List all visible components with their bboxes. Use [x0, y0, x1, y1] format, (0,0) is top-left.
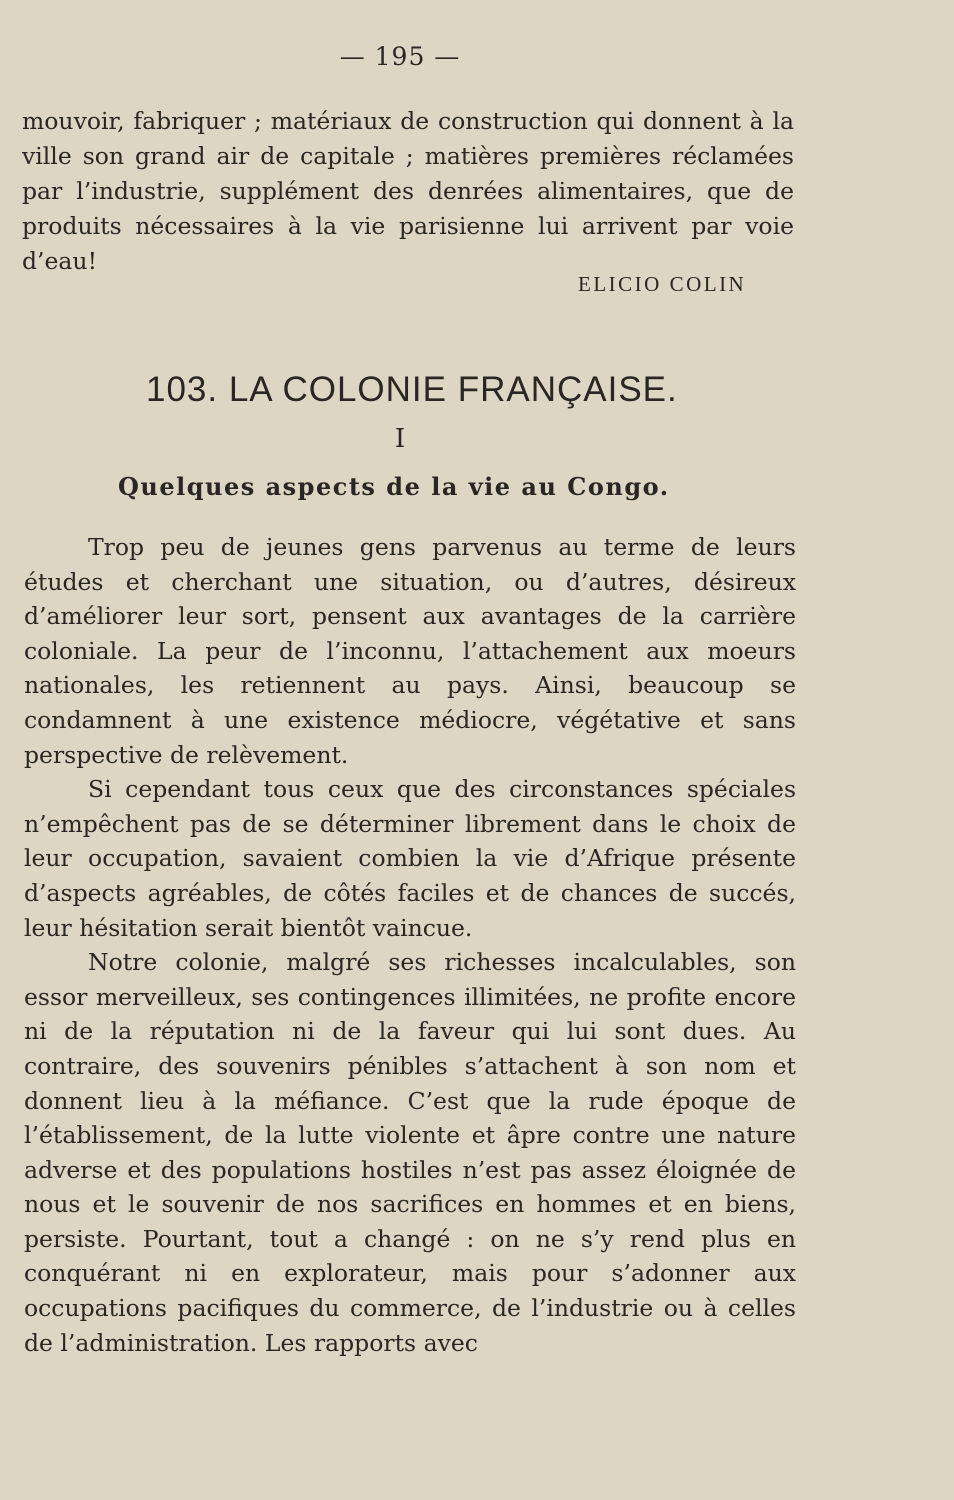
body-paragraph-2: Si cependant tous ceux que des circonstances spéciales n’empêchent pas de se déterminer librement dans le choix de leur occupation, savaient combien la vie d’Afrique présente d’aspects agréables, de côtés faciles et de chances de succés, leur hésitation serait bientôt vaincue.	[24, 775, 796, 942]
chapter-subtitle: Quelques aspects de la vie au Congo.	[118, 472, 670, 501]
continuation-paragraph: mouvoir, fabriquer ; matériaux de construction qui donnent à la ville son grand air de capitale ; matières premières réclamées par l’industrie, supplément des denrées alimentaires, que de produits nécessaires à la vie parisienne lui arrivent par voie d’eau!	[22, 107, 794, 275]
continuation-text-block	[22, 104, 794, 279]
chapter-title: 103. LA COLONIE FRANÇAISE.	[146, 370, 678, 409]
page-number: — 195 —	[339, 42, 461, 71]
author-signature: ELICIO COLIN	[578, 272, 747, 296]
chapter-body	[24, 530, 796, 1360]
chapter-part-number: I	[394, 424, 406, 454]
body-paragraph-1: Trop peu de jeunes gens parvenus au terme de leurs études et cherchant une situation, ou d’autres, désireux d’améliorer leur sort, pensent aux avantages de la carrière coloniale. La peur de l’inconnu, l’attachement aux moeurs nationales, les retiennent au pays. Ainsi, beaucoup se condamnent à une existence médiocre, végétative et sans perspective de relèvement.	[24, 533, 796, 769]
body-paragraph-3: Notre colonie, malgré ses richesses incalculables, son essor merveilleux, ses contingences illimitées, ne profite encore ni de la réputation ni de la faveur qui lui sont dues. Au contraire, des souvenirs pénibles s’attachent à son nom et donnent lieu à la méfiance. C’est que la rude époque de l’établissement, de la lutte violente et âpre contre une nature adverse et des populations hostiles n’est pas assez éloignée de nous et le souvenir de nos sacrifices en hommes et en biens, persiste. Pourtant, tout a changé : on ne s’y rend plus en conquérant ni en explorateur, mais pour s’adonner aux occupations pacifiques du commerce, de l’industrie ou à celles de l’administration. Les rapports avec	[24, 948, 796, 1357]
